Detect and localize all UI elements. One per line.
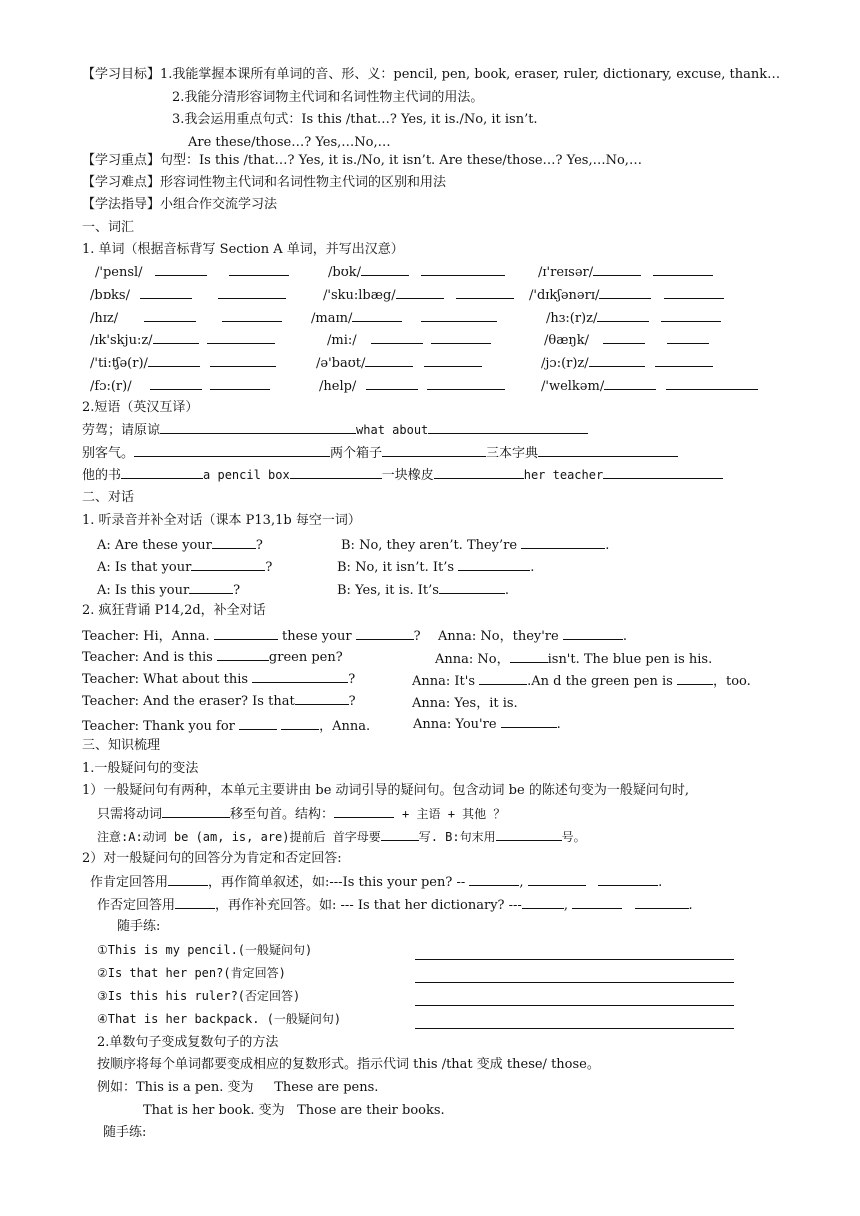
dialogue2-n5 — [413, 715, 561, 732]
dialogue-text: Anna: No，they're — [438, 629, 559, 644]
answer-blank[interactable] — [352, 309, 402, 322]
answer-blank[interactable] — [661, 309, 721, 322]
answer-line[interactable] — [415, 970, 734, 983]
answer-blank[interactable] — [153, 331, 199, 344]
answer-line[interactable] — [415, 947, 734, 960]
phonetic-r2c3 — [529, 286, 724, 303]
phrase-text: 两个箱子 — [330, 446, 383, 461]
answer-blank[interactable] — [496, 828, 562, 841]
phonetic-text: /mi:/ — [327, 333, 357, 348]
answer-blank[interactable] — [162, 805, 230, 818]
answer-blank[interactable] — [160, 421, 356, 434]
body-text: 只需将动词 — [97, 807, 163, 822]
answer-blank[interactable] — [538, 444, 678, 457]
phonetic-text: /bɒks/ — [90, 288, 130, 303]
dialogue2-t1 — [82, 625, 421, 644]
answer-blank[interactable] — [431, 331, 491, 344]
phrase-text: 三本字典 — [486, 446, 539, 461]
body-text: 写. B:句末用 — [418, 830, 496, 844]
objectives-text-1: 1.我能掌握本课所有单词的音、形、义：pencil, pen, book, eraser, ruler, dictionary, excuse, thank… — [160, 67, 781, 82]
phonetic-r6c3 — [541, 377, 758, 394]
phonetic-r4c2 — [327, 331, 491, 348]
phonetic-r4c1 — [90, 331, 275, 348]
answer-blank[interactable] — [421, 309, 497, 322]
answer-blank[interactable] — [603, 331, 645, 344]
phrase-text: 他的书 — [82, 468, 122, 483]
phonetic-r4c3 — [544, 331, 709, 348]
dialogue-text: Anna: It's — [412, 674, 476, 689]
answer-blank[interactable] — [421, 263, 505, 276]
phonetic-r5c3 — [541, 354, 713, 371]
answer-blank[interactable] — [424, 354, 482, 367]
answer-blank[interactable] — [479, 672, 527, 685]
answer-line[interactable] — [415, 1016, 734, 1029]
example-1 — [97, 1079, 378, 1097]
dialogue-text: Anna: No， — [435, 652, 510, 667]
dialogue-text: ? — [255, 538, 263, 553]
objectives-label: 【学习目标】 — [82, 67, 161, 82]
dialogue1-a2 — [97, 558, 272, 575]
body-text: . — [688, 898, 693, 913]
dialogue-text: . — [504, 583, 510, 598]
answer-blank[interactable] — [290, 466, 382, 479]
answer-blank[interactable] — [427, 377, 505, 390]
answer-blank[interactable] — [217, 648, 269, 661]
body-text: 作肯定回答用 — [90, 875, 169, 890]
method-text: 小组合作交流学习法 — [160, 197, 278, 212]
phonetic-r5c1 — [90, 354, 276, 371]
phonetic-text: /hɜ:(r)z/ — [546, 311, 598, 326]
section1-title: 一、词汇 — [82, 220, 135, 235]
answer-blank[interactable] — [382, 444, 486, 457]
method-line — [82, 196, 277, 214]
section1-sub2: 2.短语（英汉互译） — [82, 400, 199, 415]
answer-blank[interactable] — [150, 377, 202, 390]
answer-blank[interactable] — [635, 896, 689, 909]
section1-sub1: 1. 单词（根据音标背写 Section A 单词，并写出汉意） — [82, 242, 404, 257]
exercise-2: ②Is that her pen?(肯定回答) — [97, 966, 286, 980]
dialogue-text: B: Yes, it is. It’s — [337, 583, 439, 598]
practice-label: 随手练: — [117, 919, 161, 934]
dialogue-text: ? — [233, 583, 241, 598]
answer-blank[interactable] — [334, 805, 394, 818]
answer-blank[interactable] — [356, 627, 414, 640]
body-text: These are pens. — [274, 1080, 379, 1095]
difficulty-label: 【学习难点】 — [82, 175, 161, 190]
answer-blank[interactable] — [229, 263, 289, 276]
dialogue-text: . — [622, 629, 627, 644]
answer-blank[interactable] — [239, 717, 277, 730]
answer-blank[interactable] — [593, 263, 641, 276]
answer-blank[interactable] — [604, 377, 656, 390]
answer-blank[interactable] — [434, 466, 524, 479]
dialogue-text: Teacher: Thank you for — [82, 719, 235, 734]
answer-blank[interactable] — [572, 896, 622, 909]
dialogue1-b1 — [341, 536, 609, 553]
dialogue1-b2 — [337, 558, 534, 575]
answer-blank[interactable] — [144, 309, 196, 322]
answer-blank[interactable] — [361, 263, 409, 276]
phrase-text: 别客气。 — [82, 446, 135, 461]
objectives-line-3: 3.我会运用重点句式：Is this /that…? Yes, it is./No, it isn’t. — [172, 112, 538, 127]
body-text: ，再作补充回答。如: --- Is that her dictionary? --- — [215, 898, 522, 913]
answer-blank[interactable] — [189, 581, 233, 594]
body-text: 作否定回答用 — [97, 898, 176, 913]
section3-sub1: 1.一般疑问句的变法 — [82, 761, 199, 776]
objectives-line-2: 2.我能分清形容词物主代词和名词性物主代词的用法。 — [172, 90, 484, 105]
answer-blank[interactable] — [439, 581, 505, 594]
section3-p3 — [90, 873, 662, 892]
dialogue-text: ? — [265, 560, 273, 575]
dialogue2-n2 — [435, 648, 712, 667]
answer-blank[interactable] — [191, 558, 265, 571]
dialogue1-a3 — [97, 581, 240, 598]
answer-line[interactable] — [415, 993, 734, 1006]
dialogue2-n4: Anna: Yes，it is. — [412, 696, 518, 711]
section3-p5: 按顺序将每个单词都要变成相应的复数形式。指示代词 this /that 变成 these/ those。 — [97, 1057, 600, 1072]
practice-label-2: 随手练: — [103, 1125, 147, 1140]
answer-blank[interactable] — [528, 873, 586, 886]
body-text: + 主语 + 其他 ？ — [402, 807, 506, 821]
phonetic-r6c2 — [319, 377, 505, 394]
phonetic-r1c1 — [95, 263, 289, 280]
answer-blank[interactable] — [381, 828, 419, 841]
dialogue-text: Teacher: Hi，Anna. — [82, 629, 210, 644]
method-label: 【学法指导】 — [82, 197, 161, 212]
phonetic-text: /maɪn/ — [311, 311, 353, 326]
answer-blank[interactable] — [666, 377, 758, 390]
phrase-row-1 — [82, 421, 588, 440]
answer-blank[interactable] — [563, 627, 623, 640]
phonetic-text: /ɪk'skju:z/ — [90, 333, 153, 348]
dialogue-text: green pen? — [268, 650, 343, 665]
phrase-text: a pencil box — [203, 468, 290, 482]
answer-blank[interactable] — [175, 896, 215, 909]
difficulty-text: 形容词性物主代词和名词性物主代词的区别和用法 — [160, 175, 447, 190]
body-text: 号。 — [561, 830, 586, 844]
dialogue-text: A: Is this your — [97, 583, 190, 598]
dialogue-text: ? — [348, 694, 356, 709]
dialogue-text: isn't. The blue pen is his. — [547, 652, 713, 667]
answer-blank[interactable] — [597, 309, 649, 322]
key-points-text: 句型：Is this /that…? Yes, it is./No, it isn’t. Are these/those…? Yes,…No,… — [160, 153, 642, 168]
body-text: , — [563, 898, 568, 913]
answer-blank[interactable] — [667, 331, 709, 344]
dialogue2-n1 — [438, 625, 627, 644]
answer-blank[interactable] — [521, 536, 605, 549]
exercise-3: ③Is this his ruler?(否定回答) — [97, 989, 301, 1003]
answer-blank[interactable] — [510, 650, 548, 663]
phonetic-r5c2 — [316, 354, 482, 371]
answer-blank[interactable] — [218, 286, 286, 299]
answer-blank[interactable] — [212, 536, 256, 549]
answer-blank[interactable] — [589, 354, 645, 367]
dialogue-text: . — [530, 560, 535, 575]
answer-blank[interactable] — [121, 466, 203, 479]
phonetic-r2c2 — [323, 286, 514, 303]
dialogue-text: ? — [413, 629, 421, 644]
dialogue-text: .An d the green pen is — [527, 674, 673, 689]
body-text: 移至句首。结构： — [230, 807, 335, 822]
dialogue-text: Teacher: What about this — [82, 672, 249, 687]
dialogue2-t2 — [82, 648, 343, 665]
phonetic-text: /bʊk/ — [328, 265, 362, 280]
phonetic-r3c3 — [546, 309, 721, 326]
section3-p1c — [97, 828, 586, 847]
answer-blank[interactable] — [140, 286, 192, 299]
section3-p1b — [97, 805, 505, 824]
dialogue-text: these your — [281, 629, 352, 644]
phonetic-text: /ə'baʊt/ — [316, 356, 366, 371]
phonetic-text: /'dɪkʃənərɪ/ — [529, 288, 600, 303]
dialogue-text: . — [556, 717, 561, 732]
phonetic-r2c1 — [90, 286, 286, 303]
answer-blank[interactable] — [210, 377, 270, 390]
dialogue-text: ，too. — [712, 674, 751, 689]
body-text: Those are their books. — [297, 1103, 445, 1118]
phonetic-text: /fɔ:(r)/ — [90, 379, 132, 394]
phonetic-text: /hɪz/ — [90, 311, 119, 326]
section2-sub2: 2. 疯狂背诵 P14,2d，补全对话 — [82, 603, 266, 618]
phrase-row-2 — [82, 444, 678, 463]
dialogue2-t5 — [82, 715, 370, 734]
dialogue1-a1 — [97, 536, 263, 553]
dialogue-text: . — [605, 538, 610, 553]
phonetic-r1c2 — [328, 263, 505, 280]
section2-title: 二、对话 — [82, 490, 135, 505]
answer-blank[interactable] — [428, 421, 588, 434]
phonetic-text: /jɔ:(r)z/ — [541, 356, 589, 371]
body-text: That is her book. 变为 — [143, 1103, 285, 1118]
section3-title: 三、知识梳理 — [82, 738, 161, 753]
objectives-line-4: Are these/those…? Yes,…No,… — [188, 135, 391, 150]
dialogue-text: B: No, it isn’t. It’s — [337, 560, 455, 575]
key-points-label: 【学习重点】 — [82, 153, 161, 168]
answer-blank[interactable] — [522, 896, 564, 909]
dialogue1-b3 — [337, 581, 509, 598]
answer-blank[interactable] — [134, 444, 330, 457]
exercise-1: ①This is my pencil.(一般疑问句) — [97, 943, 313, 957]
answer-blank[interactable] — [653, 263, 713, 276]
answer-blank[interactable] — [501, 715, 557, 728]
phonetic-text: /help/ — [319, 379, 357, 394]
answer-blank[interactable] — [365, 354, 413, 367]
phonetic-r6c1 — [90, 377, 270, 394]
section3-p1a: 1）一般疑问句有两种，本单元主要讲由 be 动词引导的疑问句。包含动词 be 的陈述句变为一般疑问句时, — [82, 783, 689, 798]
answer-blank[interactable] — [207, 331, 275, 344]
phonetic-r3c1 — [90, 309, 282, 326]
phonetic-text: /'pensl/ — [95, 265, 143, 280]
answer-blank[interactable] — [603, 466, 723, 479]
answer-blank[interactable] — [155, 263, 207, 276]
answer-blank[interactable] — [210, 354, 276, 367]
answer-blank[interactable] — [371, 331, 423, 344]
phrase-text: what about — [356, 423, 429, 437]
difficulty-line — [82, 174, 446, 192]
key-points-line — [82, 152, 642, 170]
answer-blank[interactable] — [252, 670, 348, 683]
phrase-text: her teacher — [523, 468, 604, 482]
body-text: . — [658, 875, 663, 890]
answer-blank[interactable] — [598, 873, 658, 886]
phrase-row-3 — [82, 466, 723, 485]
answer-blank[interactable] — [295, 692, 349, 705]
answer-blank[interactable] — [664, 286, 724, 299]
section3-sub2: 2.单数句子变成复数句子的方法 — [97, 1035, 279, 1050]
answer-blank[interactable] — [148, 354, 200, 367]
section2-sub1: 1. 听录音并补全对话（课本 P13,1b 每空一词） — [82, 513, 361, 528]
dialogue-text: ，Anna. — [319, 719, 371, 734]
dialogue-text: A: Is that your — [97, 560, 192, 575]
phonetic-text: /ɪ'reɪsər/ — [538, 265, 594, 280]
dialogue-text: B: No, they aren’t. They’re — [341, 538, 518, 553]
exercise-4: ④That is her backpack. (一般疑问句) — [97, 1012, 342, 1026]
phonetic-r1c3 — [538, 263, 713, 280]
answer-blank[interactable] — [214, 627, 278, 640]
body-text: 例如：This is a pen. 变为 — [97, 1080, 254, 1095]
dialogue-text: Teacher: And is this — [82, 650, 213, 665]
phonetic-text: /'welkəm/ — [541, 379, 605, 394]
answer-blank[interactable] — [458, 558, 530, 571]
example-2 — [143, 1102, 445, 1120]
phonetic-text: /'ti:ʧə(r)/ — [90, 356, 148, 371]
dialogue-text: A: Are these your — [97, 538, 212, 553]
phrase-text: 劳驾；请原谅 — [82, 423, 161, 438]
body-text: 注意:A:动词 be (am, is, are)提前后 首字母要 — [97, 830, 381, 844]
dialogue2-t4 — [82, 692, 356, 709]
answer-blank[interactable] — [366, 377, 418, 390]
body-text: , — [519, 875, 524, 890]
answer-blank[interactable] — [677, 672, 713, 685]
dialogue2-n3 — [412, 670, 751, 689]
section3-p2: 2）对一般疑问句的回答分为肯定和否定回答: — [82, 851, 342, 866]
answer-blank[interactable] — [396, 286, 444, 299]
phonetic-text: /θæŋk/ — [544, 333, 590, 348]
phonetic-text: /'sku:lbæg/ — [323, 288, 396, 303]
phonetic-r3c2 — [311, 309, 497, 326]
phrase-text: 一块橡皮 — [381, 468, 434, 483]
answer-blank[interactable] — [168, 873, 208, 886]
dialogue-text: Anna: You're — [413, 717, 497, 732]
answer-blank[interactable] — [599, 286, 651, 299]
answer-blank[interactable] — [281, 717, 319, 730]
section3-p4 — [97, 896, 693, 915]
answer-blank[interactable] — [222, 309, 282, 322]
answer-blank[interactable] — [456, 286, 514, 299]
body-text: ，再作简单叙述，如:---Is this your pen? -- — [208, 875, 466, 890]
answer-blank[interactable] — [469, 873, 519, 886]
dialogue-text: ? — [348, 672, 356, 687]
dialogue2-t3 — [82, 670, 355, 687]
answer-blank[interactable] — [655, 354, 713, 367]
objectives-line-1 — [82, 66, 780, 84]
dialogue-text: Teacher: And the eraser? Is that — [82, 694, 295, 709]
